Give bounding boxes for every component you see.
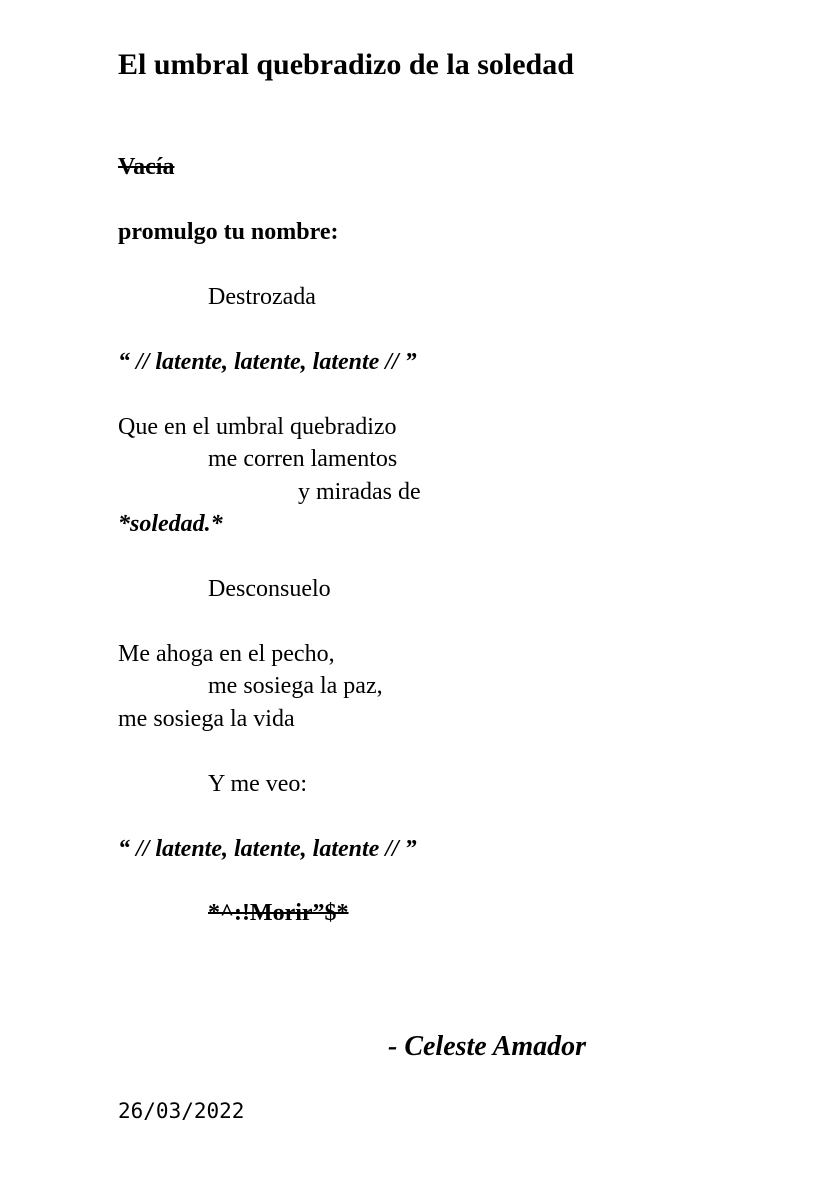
poem-title: El umbral quebradizo de la soledad: [118, 48, 574, 81]
line-desconsuelo: Desconsuelo: [208, 576, 331, 602]
line-latente-2: “ // latente, latente, latente // ”: [118, 836, 417, 862]
line-sosiega-paz: me sosiega la paz,: [208, 673, 383, 699]
line-corren: me corren lamentos: [208, 446, 398, 472]
line-ahoga: Me ahoga en el pecho,: [118, 641, 335, 667]
line-latente-1: “ // latente, latente, latente // ”: [118, 349, 417, 375]
line-me-veo: Y me veo:: [208, 771, 308, 797]
line-umbral: Que en el umbral quebradizo: [118, 414, 397, 440]
line-destrozada: Destrozada: [208, 284, 316, 310]
signature: - Celeste Amador: [388, 1031, 587, 1062]
line-soledad: *soledad.*: [118, 511, 223, 537]
line-promulgo: promulgo tu nombre:: [118, 219, 339, 245]
line-morir-text: *^:!Morir”$*: [208, 900, 349, 926]
line-morir: [118, 897, 363, 929]
line-sosiega-vida: me sosiega la vida: [118, 706, 295, 732]
date: 26/03/2022: [118, 1099, 245, 1123]
line-miradas: y miradas de: [298, 479, 421, 505]
line-vacia: Vacía: [118, 154, 175, 180]
